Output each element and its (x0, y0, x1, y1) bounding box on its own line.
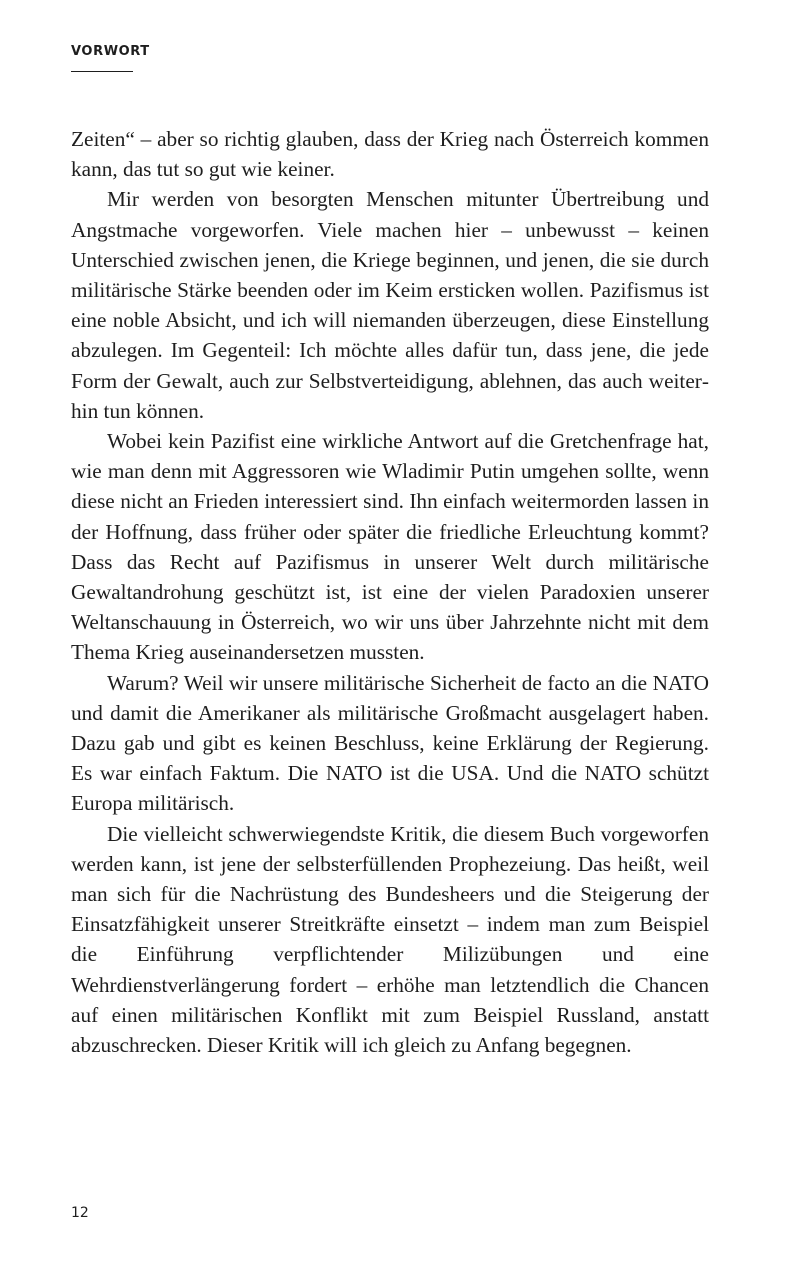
paragraph-2: Mir werden von besorgten Menschen mitunter Übertreibung und Angstmache vorgeworfen. Viele machen hier – unbewusst – keinen Unterschied zwischen jenen, die Kriege beginnen, und jenen, die sie durch militärische Stärke beenden oder im Keim ersticken wollen. Pazifismus ist eine noble Absicht, und ich will niemanden überzeugen, diese Einstellung abzulegen. Im Gegenteil: Ich möchte alles dafür tun, dass jene, die jede Form der Gewalt, auch zur Selbstverteidigung, ablehnen, das auch weiterhin tun können. (71, 187, 709, 423)
paragraph-1: Zeiten“ – aber so richtig glauben, dass der Krieg nach Österreich kommen kann, das tut so gut wie keiner. (71, 127, 709, 182)
body-text (71, 124, 709, 1060)
paragraph-4: Warum? Weil wir unsere militärische Sicherheit de facto an die NATO und damit die Amerikaner als militärische Großmacht ausgelagert haben. Dazu gab und gibt es keinen Beschluss, keine Erklärung der Regierung. Es war einfach Faktum. Die NATO ist die USA. Und die NATO schützt Europa militärisch. (71, 670, 709, 816)
paragraph-3: Wobei kein Pazifist eine wirkliche Antwort auf die Gretchenfrage hat, wie man denn mit Aggressoren wie Wladimir Putin umgehen sollte, wenn diese nicht an Frieden interessiert sind. Ihn einfach weitermorden lassen in der Hoffnung, dass früher oder später die friedliche Erleuchtung kommt? Dass das Recht auf Pazifismus in unserer Welt durch militärische Gewaltandrohung geschützt ist, ist eine der vielen Paradoxien unserer Weltanschauung in Österreich, wo wir uns über Jahrzehnte nicht mit dem Thema Krieg auseinandersetzen mussten. (71, 429, 709, 665)
header-underline (71, 71, 133, 72)
paragraph-5: Die vielleicht schwerwiegendste Kritik, die diesem Buch vorgeworfen werden kann, ist jene der selbsterfüllenden Prophezeiung. Das heißt, weil man sich für die Nachrüstung des Bundesheers und die Steigerung der Einsatzfähigkeit unserer Streitkräfte einsetzt – indem man zum Beispiel die Einführung verpflichtender Milizübungen und eine Wehrdienstverlängerung fordert – erhöhe man letztendlich die Chancen auf einen militärischen Konflikt mit zum Beispiel Russland, anstatt abzuschrecken. Dieser Kritik will ich gleich zu Anfang begegnen. (71, 821, 709, 1058)
running-head: VORWORT (71, 44, 150, 59)
page-number: 12 (71, 1205, 89, 1221)
